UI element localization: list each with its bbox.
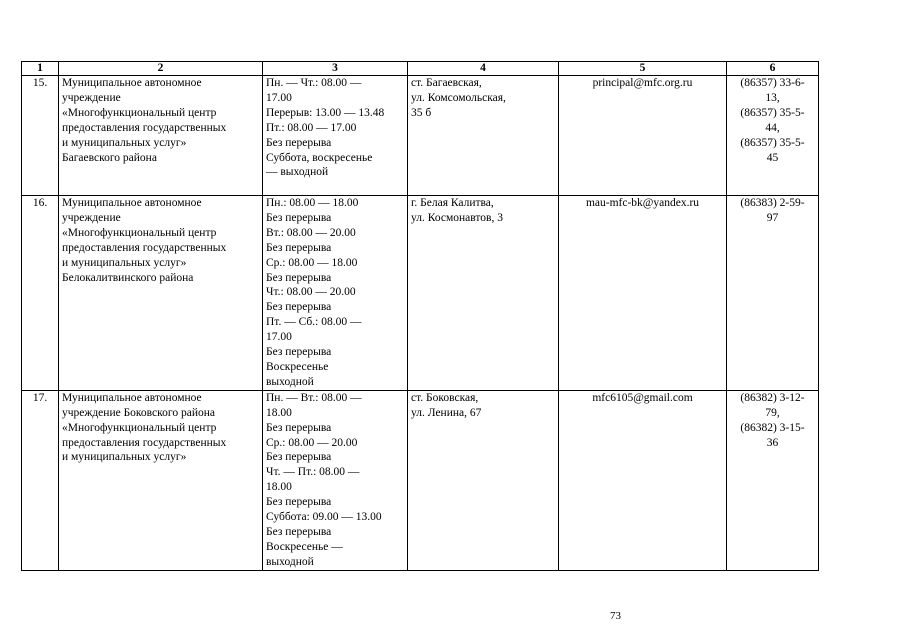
email: principal@mfc.org.ru — [559, 76, 727, 196]
text-line: Пн.: 08.00 — 18.00 — [266, 197, 359, 209]
text-line: Без перерыва — [266, 525, 332, 538]
email: mau-mfc-bk@yandex.ru — [559, 196, 727, 391]
text-line: (86357) 35-5- — [740, 106, 805, 119]
text-line: Без перерыва — [266, 451, 332, 464]
text-line: Муниципальное автономное — [62, 391, 202, 404]
phone — [727, 76, 819, 196]
address — [408, 196, 559, 391]
text-line: «Многофункциональный центр — [62, 226, 217, 239]
table-row — [22, 76, 819, 196]
text-line: 13, — [765, 91, 780, 104]
text-line: 18.00 — [266, 481, 292, 494]
text-line: г. Белая Калитва, — [411, 197, 494, 209]
text-line: 79, — [765, 406, 780, 419]
text-line: ст. Багаевская, — [411, 77, 482, 89]
row-number: 16. — [22, 196, 59, 391]
column-header-5: 5 — [559, 62, 727, 76]
text-line: и муниципальных услуг» — [62, 256, 187, 269]
text-line: предоставления государственных — [62, 241, 227, 254]
text-line: Без перерыва — [266, 211, 332, 224]
text-line: Белокалитвинского района — [62, 271, 194, 284]
address — [408, 76, 559, 196]
text-line: Вт.: 08.00 — 20.00 — [266, 226, 356, 239]
text-line: Пт.: 08.00 — 17.00 — [266, 121, 357, 134]
column-header-1: 1 — [22, 62, 59, 76]
text-line: Пн. — Вт.: 08.00 — — [266, 391, 362, 404]
institution-name — [59, 76, 263, 196]
text-line: Суббота: 09.00 — 13.00 — [266, 511, 382, 524]
text-line: Без перерыва — [266, 271, 332, 284]
text-line: (86382) 3-12- — [740, 391, 805, 404]
text-line: и муниципальных услуг» — [62, 451, 187, 464]
phone — [727, 390, 819, 570]
text-line: выходной — [266, 555, 314, 568]
institution-name — [59, 196, 263, 391]
text-line: ул. Комсомольская, — [411, 91, 506, 104]
text-line: 17.00 — [266, 91, 292, 104]
table-row — [22, 390, 819, 570]
column-header-3: 3 — [263, 62, 408, 76]
text-line: Ср.: 08.00 — 18.00 — [266, 256, 358, 269]
text-line: Суббота, воскресенье — [266, 151, 373, 164]
institution-name — [59, 390, 263, 570]
text-line: 36 — [766, 436, 779, 449]
row-number: 15. — [22, 76, 59, 196]
text-line: 18.00 — [266, 406, 292, 419]
text-line: Муниципальное автономное — [62, 77, 202, 89]
text-line: Без перерыва — [266, 496, 332, 509]
text-line: Без перерыва — [266, 241, 332, 254]
text-line: предоставления государственных — [62, 121, 227, 134]
text-line: «Многофункциональный центр — [62, 106, 217, 119]
text-line: ул. Ленина, 67 — [411, 406, 482, 419]
text-line: 45 — [766, 151, 779, 164]
address — [408, 390, 559, 570]
text-line: (86383) 2-59- — [740, 197, 805, 209]
text-line: — выходной — [266, 166, 329, 179]
text-line: Воскресенье — [266, 360, 329, 373]
text-line: (86357) 33-6- — [740, 77, 805, 89]
text-line: Багаевского района — [62, 151, 157, 164]
text-line: Перерыв: 13.00 — 13.48 — [266, 106, 385, 119]
text-line: учреждение — [62, 91, 121, 104]
text-line: выходной — [266, 375, 314, 388]
text-line: (86357) 35-5- — [740, 136, 805, 149]
text-line: ст. Боковская, — [411, 391, 479, 404]
text-line: Чт. — Пт.: 08.00 — — [266, 466, 360, 479]
text-line: 35 б — [411, 106, 432, 119]
column-header-6: 6 — [727, 62, 819, 76]
column-header-4: 4 — [408, 62, 559, 76]
column-header-2: 2 — [59, 62, 263, 76]
text-line: Без перерыва — [266, 136, 332, 149]
page-number: 73 — [610, 610, 621, 622]
phone — [727, 196, 819, 391]
text-line: учреждение — [62, 211, 121, 224]
text-line: предоставления государственных — [62, 436, 227, 449]
table-row — [22, 196, 819, 391]
header-row — [22, 62, 819, 76]
text-line: Пт. — Сб.: 08.00 — — [266, 316, 362, 329]
text-line: Без перерыва — [266, 421, 332, 434]
text-line: Ср.: 08.00 — 20.00 — [266, 436, 358, 449]
working-hours — [263, 390, 408, 570]
text-line: Чт.: 08.00 — 20.00 — [266, 286, 356, 299]
text-line: 17.00 — [266, 331, 292, 344]
row-number: 17. — [22, 390, 59, 570]
text-line: Воскресенье — — [266, 540, 343, 553]
text-line: ул. Космонавтов, 3 — [411, 211, 503, 224]
working-hours — [263, 196, 408, 391]
text-line: «Многофункциональный центр — [62, 421, 217, 434]
text-line: Муниципальное автономное — [62, 197, 202, 209]
working-hours — [263, 76, 408, 196]
email: mfc6105@gmail.com — [559, 390, 727, 570]
text-line: Без перерыва — [266, 346, 332, 359]
text-line: 44, — [765, 121, 780, 134]
text-line: учреждение Боковского района — [62, 406, 215, 419]
text-line: 97 — [766, 211, 779, 224]
text-line: Без перерыва — [266, 301, 332, 314]
text-line: Пн. — Чт.: 08.00 — — [266, 77, 362, 89]
text-line: и муниципальных услуг» — [62, 136, 187, 149]
text-line: (86382) 3-15- — [740, 421, 805, 434]
mfc-directory-table — [21, 61, 819, 571]
